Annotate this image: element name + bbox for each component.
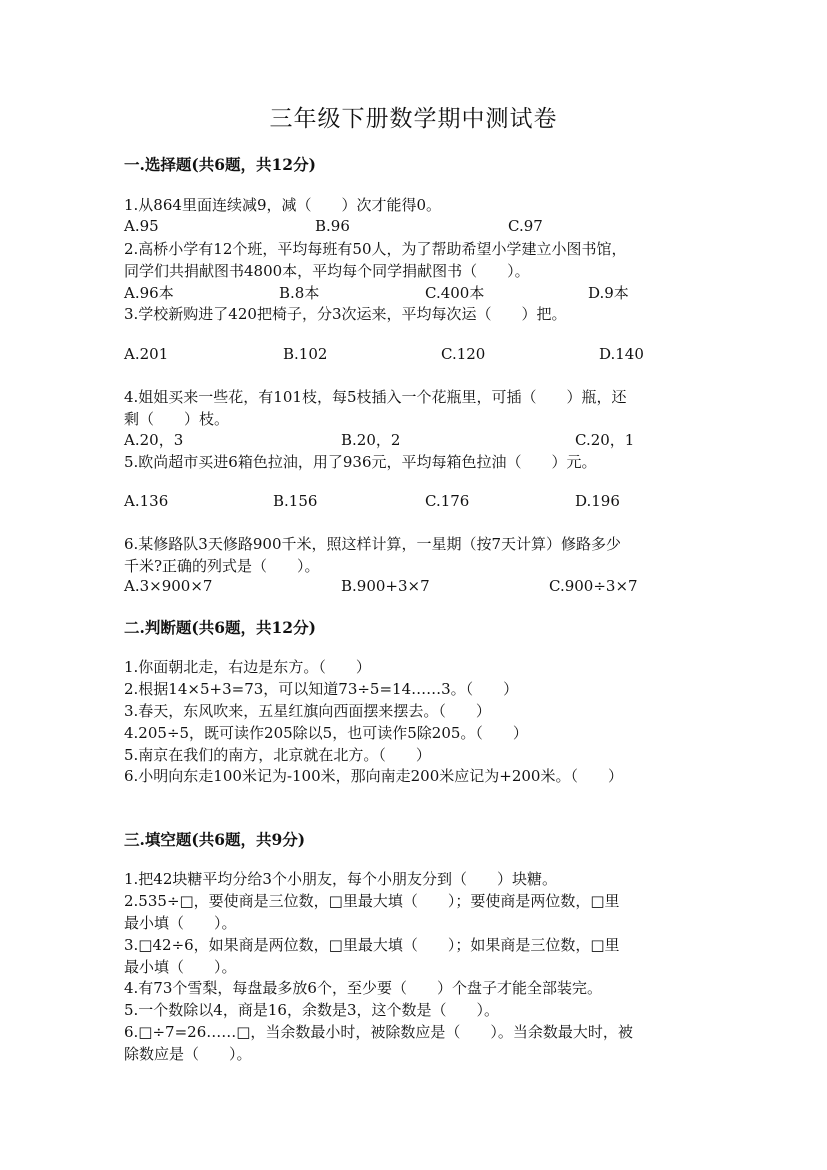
option-a: A.136 [124,492,169,510]
fill-item-3-line-2: 最小填（ ）。 [124,958,237,976]
question-3: 3.学校新购进了420把椅子，分3次运来，平均每次运（ ）把。 [124,305,567,323]
section-heading-fill-blank: 三.填空题(共6题，共9分) [124,830,306,849]
section-heading-choice: 一.选择题(共6题，共12分) [124,155,316,174]
options-3 [124,345,704,367]
options-6 [124,577,704,599]
fill-item-1: 1.把42块糖平均分给3个小朋友，每个小朋友分到（ ）块糖。 [124,870,557,888]
option-d: D.9本 [588,284,629,302]
question-4-line-2: 剩（ ）枝。 [124,410,230,428]
question-6-line-2: 千米?正确的列式是（ ）。 [124,557,320,575]
question-5: 5.欧尚超市买进6箱色拉油，用了936元，平均每箱色拉油（ ）元。 [124,453,597,471]
question-6-line-1: 6.某修路队3天修路900千米，照这样计算，一星期（按7天计算）修路多少 [124,535,622,553]
question-4-line-1: 4.姐姐买来一些花，有101枝，每5枝插入一个花瓶里，可插（ ）瓶，还 [124,388,627,406]
option-b: B.96 [315,217,350,235]
fill-item-5: 5.一个数除以4，商是16，余数是3，这个数是（ ）。 [124,1001,499,1019]
option-c: C.400本 [425,284,485,302]
option-a: A.201 [124,345,169,363]
page-title: 三年级下册数学期中测试卷 [269,106,558,132]
question-2-line-1: 2.高桥小学有12个班，平均每班有50人，为了帮助希望小学建立小图书馆， [124,240,627,258]
question-1: 1.从864里面连续减9，减（ ）次才能得0。 [124,196,442,214]
fill-item-3-line-1: 3.□42÷6，如果商是两位数，□里最大填（ ）；如果商是三位数，□里 [124,936,620,954]
judgement-item-2: 2.根据14×5+3=73，可以知道73÷5=14……3。（ ） [124,680,519,698]
option-d: D.140 [599,345,644,363]
option-a: A.96本 [124,284,174,302]
judgement-item-3: 3.春天，东风吹来，五星红旗向西面摆来摆去。（ ） [124,702,491,720]
option-b: B.102 [283,345,328,363]
judgement-item-6: 6.小明向东走100米记为-100米，那向南走200米应记为+200米。（ ） [124,767,623,785]
judgement-item-4: 4.205÷5，既可读作205除以5，也可读作5除205。（ ） [124,724,528,742]
option-c: C.176 [425,492,470,510]
options-5 [124,492,704,514]
option-c: C.20，1 [575,431,635,449]
option-b: B.20，2 [341,431,401,449]
options-1 [124,217,704,239]
option-c: C.900÷3×7 [549,577,638,595]
fill-item-2-line-1: 2.535÷□，要使商是三位数，□里最大填（ ）；要使商是两位数，□里 [124,892,620,910]
option-a: A.3×900×7 [124,577,213,595]
option-c: C.97 [508,217,543,235]
section-heading-judgement: 二.判断题(共6题，共12分) [124,618,316,637]
options-2 [124,282,704,304]
option-a: A.20，3 [124,431,184,449]
option-b: B.900+3×7 [341,577,430,595]
option-b: B.8本 [279,284,320,302]
fill-item-6-line-1: 6.□÷7=26……□，当余数最小时，被除数应是（ ）。当余数最大时，被 [124,1023,633,1041]
judgement-item-5: 5.南京在我们的南方，北京就在北方。（ ） [124,746,431,764]
option-a: A.95 [124,217,159,235]
option-d: D.196 [575,492,620,510]
judgement-item-1: 1.你面朝北走，右边是东方。（ ） [124,658,371,676]
question-2-line-2: 同学们共捐献图书4800本，平均每个同学捐献图书（ ）。 [124,262,530,280]
fill-item-2-line-2: 最小填（ ）。 [124,914,237,932]
options-4 [124,429,704,451]
option-c: C.120 [441,345,486,363]
fill-item-4: 4.有73个雪梨，每盘最多放6个，至少要（ ）个盘子才能全部装完。 [124,979,602,997]
option-b: B.156 [273,492,318,510]
fill-item-6-line-2: 除数应是（ ）。 [124,1045,252,1063]
